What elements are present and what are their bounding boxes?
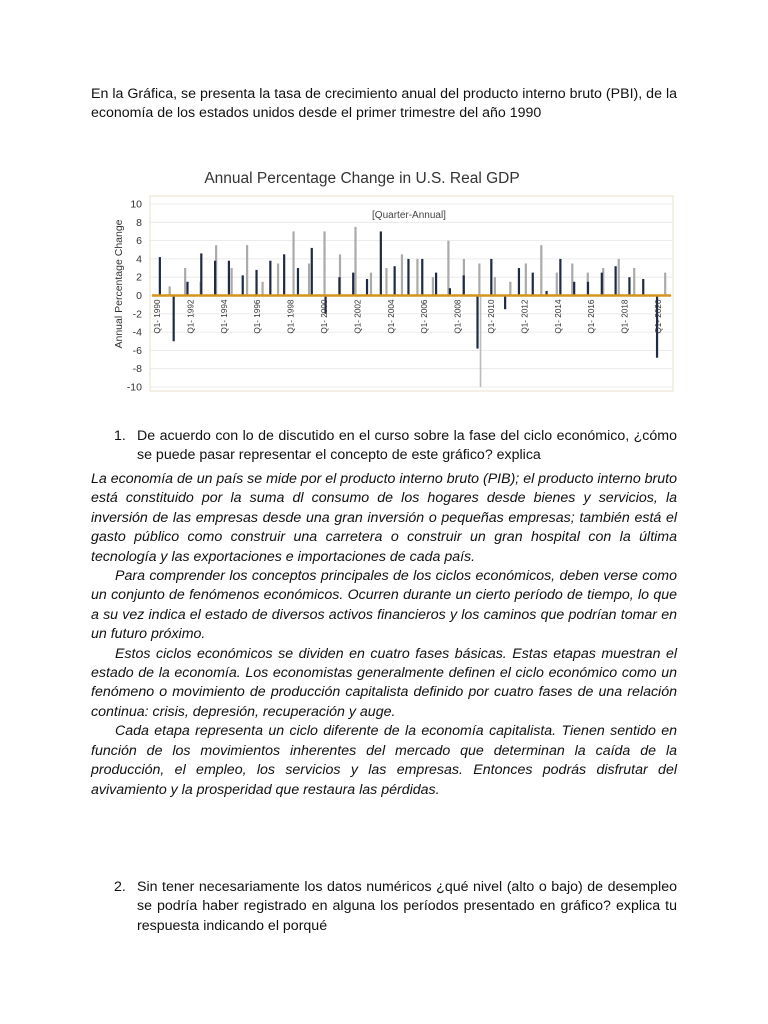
x-tick-label: Q1- 1990 <box>153 299 162 334</box>
bar-quarterly <box>231 268 233 295</box>
y-tick-label: 4 <box>136 253 142 266</box>
x-tick-label: Q1- 2020 <box>654 299 663 334</box>
bar-quarterly <box>246 245 248 295</box>
chart-title: Annual Percentage Change in U.S. Real GDP <box>204 170 520 187</box>
bar-annual <box>311 248 313 296</box>
bar-quarterly <box>401 254 403 295</box>
bar-annual <box>338 277 340 295</box>
x-tick-label: Q1- 2002 <box>353 299 363 334</box>
bar-quarterly <box>323 231 325 295</box>
bar-quarterly <box>370 273 372 296</box>
bar-quarterly <box>633 268 635 295</box>
y-tick-label: -8 <box>132 363 142 376</box>
answer-paragraph-3: Estos ciclos económicos se dividen en cuatro fases básicas. Estas etapas muestran el estado de la economía. Los economistas generalmente definen el ciclo económico como un fenómeno o movimiento de producción capitalista definido por cuatro fases de una relación continua: crisis, depresión, recuperación y auge. <box>91 645 677 720</box>
bar-annual <box>587 282 589 296</box>
bar-annual <box>380 231 382 295</box>
bar-annual <box>242 275 244 295</box>
intro-paragraph: En la Gráfica, se presenta la tasa de crecimiento anual del producto interno bruto (PBI), de la economía de los estados unidos desde el primer trimestre del año 1990 <box>91 86 677 122</box>
bar-annual <box>200 253 202 295</box>
x-tick-label: Q1- 2010 <box>487 299 496 334</box>
x-tick-label: Q1- 2006 <box>420 299 430 334</box>
bar-quarterly <box>385 268 387 295</box>
x-tick-label: Q1- 2012 <box>520 299 530 334</box>
bar-quarterly <box>261 282 263 296</box>
bar-annual <box>159 257 161 295</box>
bar-annual <box>628 277 630 295</box>
bar-annual <box>573 282 575 296</box>
bar-quarterly <box>556 273 558 296</box>
bar-quarterly <box>416 259 418 296</box>
bar-annual <box>463 275 465 295</box>
bar-quarterly <box>432 277 434 295</box>
question-1-text: De acuerdo con lo de discutido en el curso sobre la fase del ciclo económico, ¿cómo se puede pasar representar el concepto de este gráfico? explica <box>137 428 677 464</box>
bar-annual <box>283 254 285 295</box>
answer-paragraph-2: Para comprender los conceptos principales de los ciclos económicos, deben verse como un conjunto de fenómenos económicos. Ocurren durante un cierto período de tiempo, lo que a su vez indica el estado de diversos activos financieros y los caminos que podrían tomar en un futuro próximo. <box>91 568 677 643</box>
x-tick-label: Q1- 2008 <box>453 299 463 334</box>
bar-annual <box>269 261 271 296</box>
bar-annual <box>504 296 506 310</box>
bar-annual <box>532 273 534 296</box>
question-2-number: 2. <box>114 879 126 895</box>
answer-block <box>91 470 677 800</box>
y-tick-label: -6 <box>132 344 142 357</box>
bar-annual <box>394 266 396 295</box>
gdp-chart <box>110 158 678 394</box>
bar-quarterly <box>618 259 620 296</box>
bar-annual <box>490 259 492 296</box>
bar-quarterly <box>447 241 449 296</box>
x-tick-label: Q1- 1992 <box>186 299 196 334</box>
bar-quarterly <box>571 263 573 295</box>
answer-paragraph-1: La economía de un país se mide por el producto interno bruto (PIB); el producto interno bruto está constituido por la suma dl consumo de los hogares desde bienes y servicios, la inversión de las empresas desde una gran inversión o pequeñas empresas; también está el gasto público como construir una carretera o construir un gran hospital con la última tecnología y las exportaciones e importaciones de cada país. <box>91 471 677 565</box>
bar-annual <box>601 273 603 296</box>
bar-annual <box>297 268 299 295</box>
y-tick-label: 0 <box>136 290 142 302</box>
bar-quarterly <box>277 263 279 295</box>
x-tick-label: Q1- 2016 <box>587 299 597 334</box>
y-tick-label: 8 <box>136 216 142 229</box>
bar-quarterly <box>494 277 496 295</box>
bar-quarterly <box>184 268 186 295</box>
bar-annual <box>228 261 230 296</box>
bar-annual <box>421 259 423 296</box>
bar-annual <box>435 273 437 296</box>
bar-quarterly <box>509 282 511 296</box>
bar-quarterly <box>478 263 480 295</box>
chart-subtitle: [Quarter-Annual] <box>372 210 446 221</box>
bar-annual <box>173 296 175 342</box>
bar-quarterly <box>540 245 542 295</box>
answer-paragraph-4: Cada etapa representa un ciclo diferente de la economía capitalista. Tienen sentido en función de los movimientos inherentes del mercado que determinan la caída de la producción, el empleo, los servicios y las empresas. Entonces podrás disfrutar del avivamiento y la prosperidad que restaura las pérdidas. <box>91 723 677 798</box>
bar-annual <box>214 261 216 296</box>
bar-annual <box>476 296 478 349</box>
gdp-chart-svg <box>110 158 678 394</box>
x-tick-label: Q1- 2014 <box>553 299 563 334</box>
chart-y-axis-label: Annual Percentage Change <box>113 219 125 349</box>
bar-quarterly <box>664 273 666 296</box>
bar-annual <box>407 259 409 296</box>
x-tick-label: Q1- 2004 <box>386 299 396 334</box>
bar-quarterly <box>292 231 294 295</box>
bar-annual <box>366 279 368 295</box>
x-tick-label: Q1- 1998 <box>286 299 296 334</box>
bar-quarterly <box>308 263 310 295</box>
y-tick-label: -10 <box>126 381 142 394</box>
bar-quarterly <box>525 263 527 295</box>
x-tick-label: Q1- 2018 <box>620 299 630 334</box>
bar-annual <box>615 266 617 295</box>
y-tick-label: -4 <box>132 326 142 339</box>
y-tick-label: 2 <box>136 271 142 284</box>
bar-annual <box>255 270 257 296</box>
bar-annual <box>518 268 520 295</box>
x-tick-label: Q1- 1994 <box>219 299 229 334</box>
y-tick-label: 10 <box>130 198 142 211</box>
y-tick-label: 6 <box>136 235 142 248</box>
bar-annual <box>352 273 354 296</box>
question-2-text: Sin tener necesariamente los datos numéricos ¿qué nivel (alto o bajo) de desempleo se podría haber registrado en alguna los períodos presentado en gráfico? explica tu respuesta indicando el porqué <box>137 879 677 934</box>
bar-quarterly <box>169 286 171 295</box>
bar-quarterly <box>480 296 482 388</box>
question-1-number: 1. <box>114 428 126 444</box>
bar-annual <box>642 279 644 295</box>
bar-quarterly <box>354 227 356 296</box>
x-tick-label: Q1- 2000 <box>320 299 329 334</box>
y-tick-label: -2 <box>132 308 142 321</box>
x-tick-label: Q1- 1996 <box>253 299 263 334</box>
bar-annual <box>186 282 188 296</box>
bar-annual <box>559 259 561 296</box>
